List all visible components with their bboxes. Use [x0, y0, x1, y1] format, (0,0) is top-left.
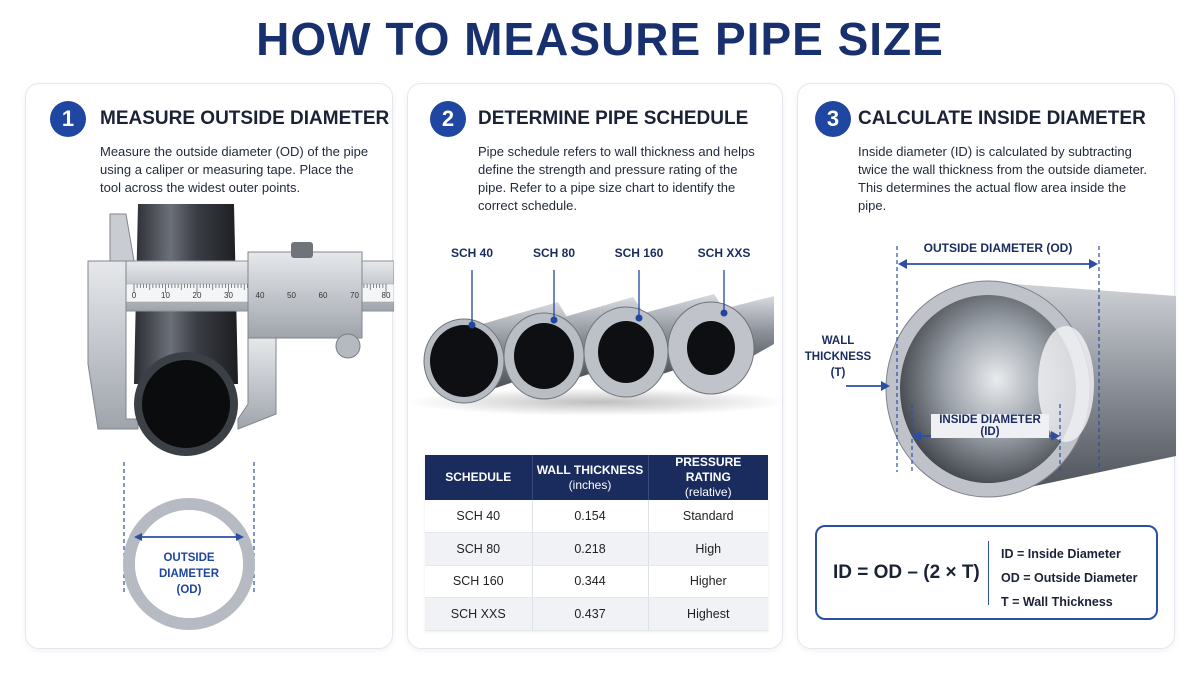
- schedule-cell: SCH 80: [425, 533, 532, 566]
- pressure-rating-cell: Standard: [648, 500, 768, 533]
- column-header-text: WALL THICKNESS: [536, 462, 644, 477]
- step-description: Measure the outside diameter (OD) of the pipe using a caliper or measuring tape. Place the tool across the widest outer points.: [100, 144, 369, 195]
- caliper-scale-label: 40: [255, 291, 265, 300]
- pipe-schxxs: [668, 302, 754, 394]
- formula-legend: [1001, 542, 1138, 614]
- column-header: [648, 455, 768, 500]
- caliper-scale-label: 20: [192, 291, 202, 300]
- step-title: CALCULATE INSIDE DIAMETER: [858, 108, 1146, 129]
- column-header-text: PRESSURE RATING: [675, 455, 742, 484]
- caliper-scale-label: 0: [131, 291, 137, 300]
- caliper-scale-label: 60: [318, 291, 328, 300]
- sch-label: SCH XXS: [697, 246, 751, 260]
- step-panel-inside-diameter: [797, 83, 1175, 649]
- caliper-scale-label: 50: [287, 291, 296, 300]
- step-title: DETERMINE PIPE SCHEDULE: [478, 108, 749, 129]
- column-header-text: SCHEDULE: [445, 470, 512, 484]
- step-number-badge: 1: [50, 101, 86, 137]
- column-header-subtext: (relative): [684, 485, 732, 499]
- wall-thickness-cell: 0.218: [532, 533, 648, 566]
- table-row: [425, 500, 768, 533]
- wall-thickness-label: [802, 333, 874, 381]
- step-panel-measure-od: [25, 83, 393, 649]
- pipe-sch40: [424, 319, 504, 403]
- pressure-rating-cell: High: [648, 533, 768, 566]
- od-ring-label: [139, 550, 239, 598]
- wall-thickness-cell: 0.437: [532, 598, 648, 631]
- schedule-cell: SCH XXS: [425, 598, 532, 631]
- od-label: OUTSIDE DIAMETER (OD): [918, 241, 1078, 255]
- wall-thickness-cell: 0.154: [532, 500, 648, 533]
- table-row: [425, 565, 768, 598]
- step-description: Inside diameter (ID) is calculated by subtracting twice the wall thickness from the outside diameter. This determines the actual flow area inside the pipe.: [858, 144, 1148, 213]
- step-title: MEASURE OUTSIDE DIAMETER: [100, 108, 390, 129]
- caliper-scale-label: 70: [350, 291, 359, 300]
- sch-label: SCH 80: [532, 246, 576, 260]
- id-formula-box: [815, 525, 1158, 620]
- wall-thickness-label-line: THICKNESS: [804, 351, 872, 363]
- id-label: INSIDE DIAMETER (ID): [931, 414, 1049, 438]
- pipe-sch80: [504, 313, 584, 399]
- schedule-cell: SCH 40: [425, 500, 532, 533]
- pressure-rating-cell: Higher: [648, 565, 768, 598]
- od-ring-label-line: (OD): [176, 584, 202, 596]
- schedule-table: [425, 455, 768, 631]
- formula-divider: [988, 541, 989, 605]
- column-header-subtext: (inches): [568, 477, 612, 492]
- page-title: HOW TO MEASURE PIPE SIZE: [256, 13, 944, 65]
- table-header-row: [425, 455, 768, 500]
- step-number-badge: 2: [430, 101, 466, 137]
- step-description: Pipe schedule refers to wall thickness and helps define the strength and pressure rating of the pipe. Refer to a pipe size chart to identify the correct schedule.: [478, 144, 755, 213]
- od-ring-label-line: DIAMETER: [158, 568, 220, 580]
- caliper-thumb-screw: [291, 242, 313, 258]
- wall-thickness-label-line: WALL: [821, 335, 855, 347]
- column-header: [425, 455, 532, 500]
- wall-thickness-cell: 0.344: [532, 565, 648, 598]
- caliper-thumb-wheel: [336, 334, 360, 358]
- table-row: [425, 533, 768, 566]
- column-header: [532, 455, 648, 500]
- od-ring-label-line: OUTSIDE: [163, 552, 215, 564]
- pipe-sch160: [584, 307, 668, 397]
- sch-label: SCH 40: [450, 246, 494, 260]
- caliper-scale-label: 10: [161, 291, 170, 300]
- table-row: [425, 598, 768, 631]
- schedule-cell: SCH 160: [425, 565, 532, 598]
- legend-item-id: ID = Inside Diameter: [1001, 547, 1121, 561]
- pipe-end-inner: [142, 360, 230, 448]
- pressure-rating-cell: Highest: [648, 598, 768, 631]
- caliper-scale-label: 30: [224, 291, 233, 300]
- legend-item-od: OD = Outside Diameter: [1001, 571, 1138, 585]
- step-number-badge: 3: [815, 101, 851, 137]
- step-panel-pipe-schedule: [407, 83, 783, 649]
- formula-text: ID = OD – (2 × T): [833, 562, 980, 583]
- caliper-moving-jaw: [238, 338, 276, 429]
- legend-item-t: T = Wall Thickness: [1001, 595, 1113, 609]
- wall-thickness-label-line: (T): [830, 367, 846, 379]
- caliper-scale-label: 80: [381, 291, 391, 300]
- sch-label: SCH 160: [614, 246, 664, 260]
